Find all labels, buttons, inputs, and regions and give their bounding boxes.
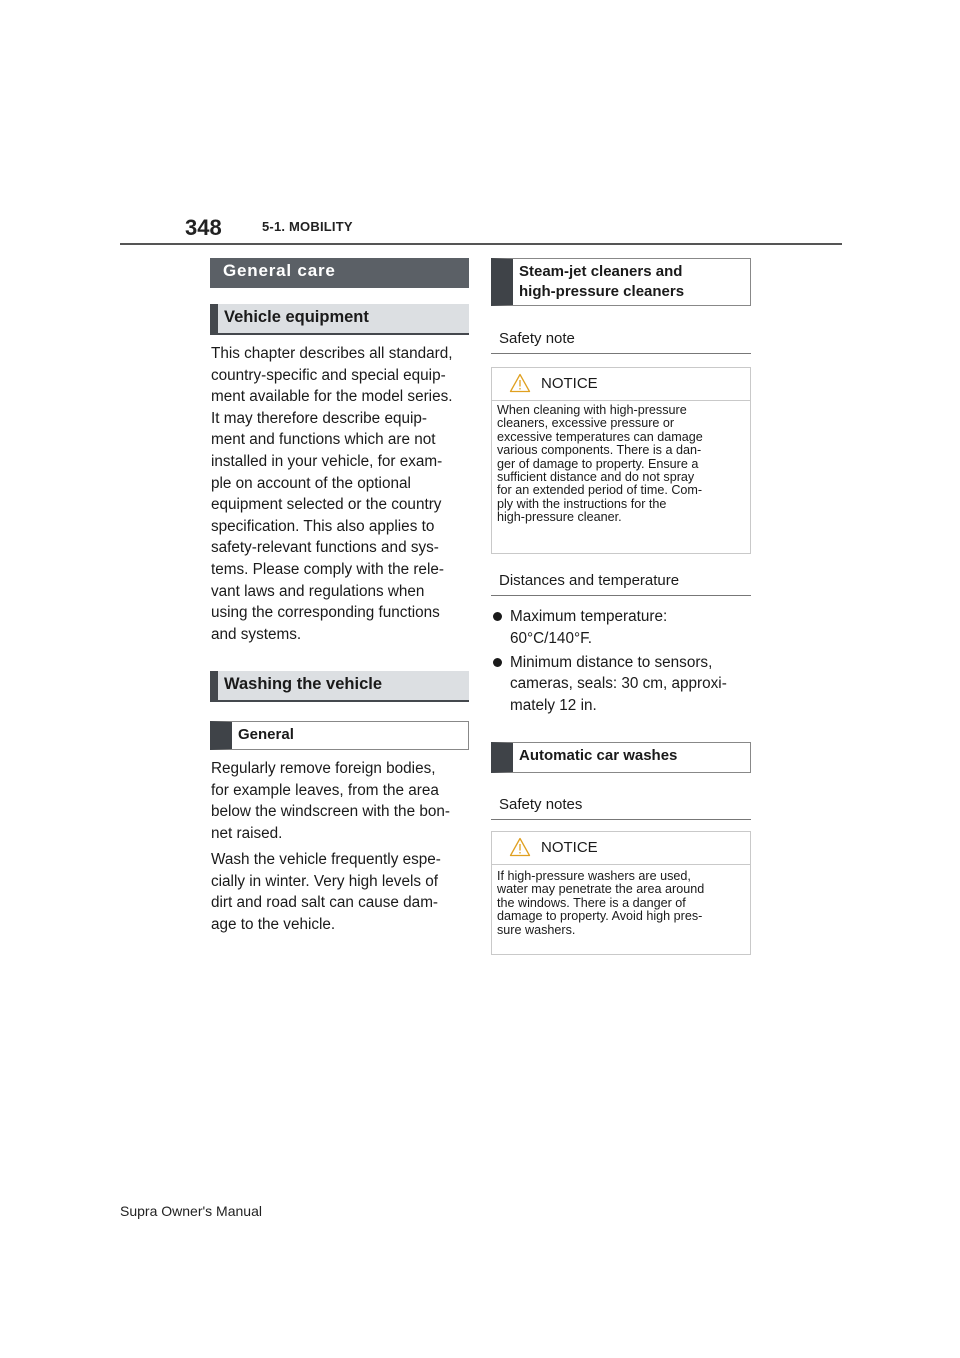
notice-label: NOTICE bbox=[541, 839, 598, 856]
text-line: Regularly remove foreign bodies, bbox=[211, 760, 436, 777]
notice-text bbox=[492, 401, 750, 532]
notice-line: various components. There is a dan- bbox=[497, 443, 702, 458]
notice-box-1 bbox=[491, 367, 751, 554]
subheading-text: Safety notes bbox=[499, 796, 583, 813]
section-label: 5-1. MOBILITY bbox=[262, 219, 353, 234]
list-item bbox=[491, 652, 756, 717]
bullet-line: cameras, seals: 30 cm, approxi- bbox=[510, 675, 727, 693]
heading-line: Steam-jet cleaners and bbox=[519, 263, 683, 280]
notice-line: excessive temperatures can damage bbox=[497, 429, 703, 444]
text-line: safety-relevant functions and sys- bbox=[211, 539, 439, 557]
notice-line: sure washers. bbox=[497, 922, 576, 937]
footer-manual-title: Supra Owner's Manual bbox=[120, 1203, 262, 1219]
general-paragraph-1 bbox=[211, 758, 473, 844]
bullet-line: 60°C/140°F. bbox=[510, 629, 592, 647]
bullet-line: mately 12 in. bbox=[510, 697, 597, 715]
general-paragraph-2 bbox=[211, 849, 473, 935]
heading-vehicle-equipment: Vehicle equipment bbox=[210, 304, 469, 335]
heading-automatic-car-washes: Automatic car washes bbox=[491, 742, 751, 773]
text-line: country-specific and special equip- bbox=[211, 366, 446, 384]
subheading-distances-temperature bbox=[491, 572, 751, 596]
text-line: installed in your vehicle, for exam- bbox=[211, 452, 443, 470]
notice-line: high-pressure cleaner. bbox=[497, 510, 622, 525]
text-line: ment available for the model series. bbox=[211, 388, 453, 406]
bullet-line: Maximum temperature: bbox=[510, 608, 668, 625]
text-line: for example leaves, from the area bbox=[211, 781, 439, 799]
text-line: age to the vehicle. bbox=[211, 915, 336, 933]
notice-header bbox=[492, 368, 750, 401]
heading-washing-vehicle: Washing the vehicle bbox=[210, 671, 469, 702]
notice-line: ply with the instructions for the bbox=[497, 496, 667, 511]
text-line: below the windscreen with the bon- bbox=[211, 803, 450, 821]
subheading-safety-notes bbox=[491, 796, 751, 820]
notice-label: NOTICE bbox=[541, 375, 598, 392]
notice-line: sufficient distance and do not spray bbox=[497, 470, 695, 485]
heading-general: General bbox=[210, 721, 469, 750]
header-divider bbox=[120, 243, 842, 245]
subheading-safety-note bbox=[491, 330, 751, 354]
subheading-text: Distances and temperature bbox=[499, 572, 680, 589]
heading-general-care: General care bbox=[210, 258, 469, 288]
text-line: using the corresponding functions bbox=[211, 604, 440, 622]
vehicle-equipment-paragraph bbox=[211, 343, 473, 645]
text-line: cially in winter. Very high levels of bbox=[211, 872, 439, 890]
notice-line: ger of damage to property. Ensure a bbox=[497, 456, 699, 471]
bullet-list bbox=[491, 606, 756, 719]
warning-triangle-icon bbox=[509, 837, 531, 857]
text-line: This chapter describes all standard, bbox=[211, 345, 453, 362]
text-line: tems. Please comply with the rele- bbox=[211, 560, 444, 578]
text-line: dirt and road salt can cause dam- bbox=[211, 894, 439, 912]
notice-line: If high-pressure washers are used, bbox=[497, 869, 691, 883]
heading-line: high-pressure cleaners bbox=[519, 283, 685, 300]
notice-line: water may penetrate the area around bbox=[497, 882, 705, 897]
notice-line: When cleaning with high-pressure bbox=[497, 403, 687, 417]
text-line: ment and functions which are not bbox=[211, 431, 436, 449]
text-line: Wash the vehicle frequently espe- bbox=[211, 851, 441, 868]
text-line: It may therefore describe equip- bbox=[211, 409, 427, 427]
notice-line: for an extended period of time. Com- bbox=[497, 483, 703, 498]
notice-line: cleaners, excessive pressure or bbox=[497, 416, 675, 431]
notice-text bbox=[492, 865, 750, 944]
bullet-line: Minimum distance to sensors, bbox=[510, 653, 713, 671]
notice-header bbox=[492, 832, 750, 865]
text-line: and systems. bbox=[211, 625, 302, 643]
notice-line: the windows. There is a danger of bbox=[497, 895, 686, 910]
list-item bbox=[491, 606, 756, 650]
text-line: net raised. bbox=[211, 824, 283, 842]
text-line: vant laws and regulations when bbox=[211, 582, 425, 600]
text-line: equipment selected or the country bbox=[211, 496, 442, 514]
text-line: specification. This also applies to bbox=[211, 517, 435, 535]
heading-steam-jet-cleaners bbox=[491, 258, 751, 306]
notice-box-2 bbox=[491, 831, 751, 955]
warning-triangle-icon bbox=[509, 373, 531, 393]
subheading-text: Safety note bbox=[499, 330, 575, 347]
text-line: ple on account of the optional bbox=[211, 474, 411, 492]
notice-line: damage to property. Avoid high pres- bbox=[497, 909, 703, 924]
page-number: 348 bbox=[185, 215, 222, 240]
